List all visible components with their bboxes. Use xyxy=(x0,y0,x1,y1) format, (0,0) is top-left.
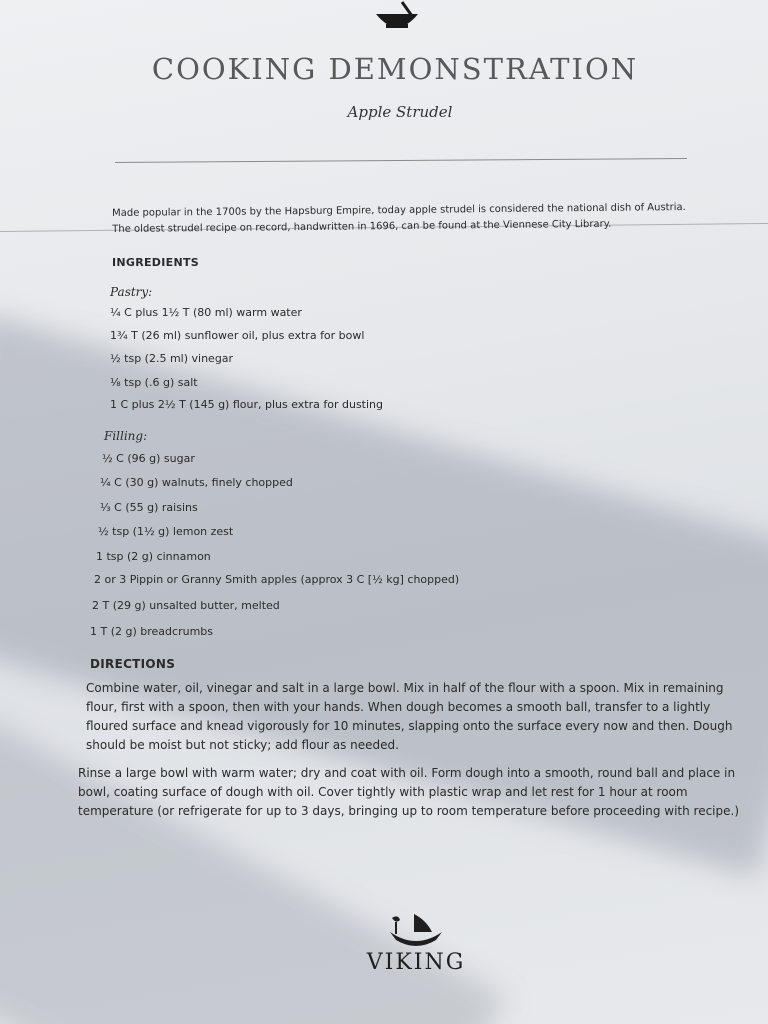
list-item: ½ tsp (2.5 ml) vinegar xyxy=(110,352,234,365)
direction-step: Rinse a large bowl with warm water; dry and coat with oil. Form dough into a smooth, round ball and place in bowl, coating surface of dough with oil. Cover tightly with plastic wrap and let rest for 1 hour at room temperature (or refrigerate for up to 3 days, bringing up to room temperature before proceeding with recipe.) xyxy=(78,766,740,818)
direction-step: Combine water, oil, vinegar and salt in a large bowl. Mix in half of the flour with a spoon. Mix in remaining flour, first with a spoon, then with your hands. When dough becomes a smooth ball, transfer to a lightly floured surface and knead vigorously for 10 minutes, slapping onto the surface every now and then. Dough should be moist but not sticky; add flour as needed. xyxy=(86,681,733,752)
list-item: 1¾ T (26 ml) sunflower oil, plus extra for bowl xyxy=(110,329,365,342)
list-item: 1 tsp (2 g) cinnamon xyxy=(96,550,211,563)
mixing-bowl-icon xyxy=(372,0,422,32)
list-item: 1 C plus 2½ T (145 g) flour, plus extra for dusting xyxy=(110,398,384,411)
intro-text: Made popular in the 1700s by the Hapsburg Empire, today apple strudel is considered the national dish of Austria. The oldest strudel recipe on record, handwritten in 1696, can be found at the Viennese City Library. xyxy=(112,201,686,235)
list-item: 2 or 3 Pippin or Granny Smith apples (approx 3 C [½ kg] chopped) xyxy=(94,573,460,586)
recipe-name: Apple Strudel xyxy=(347,103,453,121)
list-item: ¼ C (30 g) walnuts, finely chopped xyxy=(100,476,293,489)
page-title: COOKING DEMONSTRATION xyxy=(151,52,639,86)
shadow-band-lower xyxy=(0,714,506,1024)
brand-name: VIKING xyxy=(366,950,466,975)
list-item: 1 T (2 g) breadcrumbs xyxy=(90,625,213,638)
list-item: ½ C (96 g) sugar xyxy=(102,452,195,465)
ingredients-heading: INGREDIENTS xyxy=(112,256,199,269)
pastry-label: Pastry: xyxy=(110,285,153,299)
filling-label: Filling: xyxy=(104,429,148,443)
divider xyxy=(115,158,687,163)
list-item: ½ tsp (1½ g) lemon zest xyxy=(98,525,234,538)
list-item: ¼ C plus 1½ T (80 ml) warm water xyxy=(110,306,302,319)
viking-ship-icon xyxy=(386,910,446,950)
directions-heading: DIRECTIONS xyxy=(90,657,176,671)
list-item: ⅓ C (55 g) raisins xyxy=(100,501,198,514)
list-item: ⅛ tsp (.6 g) salt xyxy=(110,376,198,389)
list-item: 2 T (29 g) unsalted butter, melted xyxy=(92,599,280,612)
